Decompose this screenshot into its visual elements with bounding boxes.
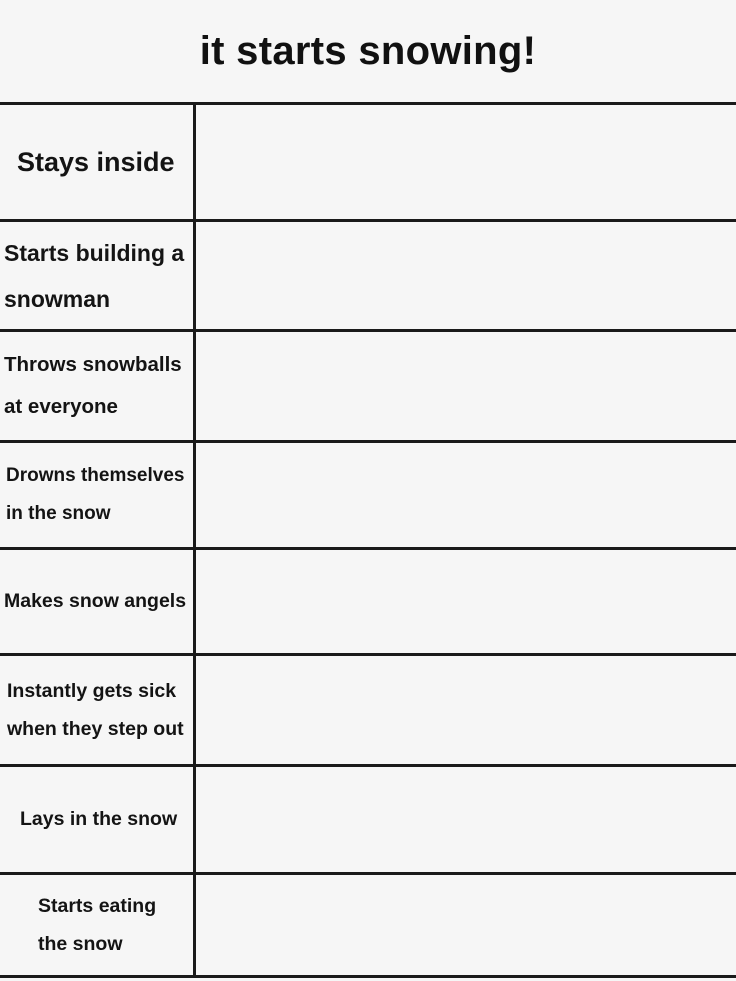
row-label-lays-in-snow: Lays in the snow <box>20 808 178 830</box>
row-label-throws-snowballs: Throws snowballs at everyone <box>4 353 182 418</box>
answer-cell[interactable] <box>196 550 736 653</box>
row-label-gets-sick: Instantly gets sick when they step out <box>7 680 184 740</box>
row-label-stays-inside: Stays inside <box>17 146 175 177</box>
chart-title: it starts snowing! <box>199 29 537 73</box>
row-label-drowns-in-snow: Drowns themselves in the snow <box>6 465 185 524</box>
answer-cell[interactable] <box>196 222 736 329</box>
answer-cell[interactable] <box>196 332 736 440</box>
row-divider <box>0 975 736 978</box>
answer-cell[interactable] <box>196 656 736 764</box>
answer-cell[interactable] <box>196 875 736 975</box>
answer-cell[interactable] <box>196 767 736 872</box>
row-label-eating-snow: Starts eating the snow <box>38 895 157 955</box>
row-label-snow-angels: Makes snow angels <box>4 590 187 612</box>
answer-cell[interactable] <box>196 443 736 547</box>
row-label-building-snowman: Starts building a snowman <box>4 239 185 312</box>
answer-cell[interactable] <box>196 105 736 219</box>
